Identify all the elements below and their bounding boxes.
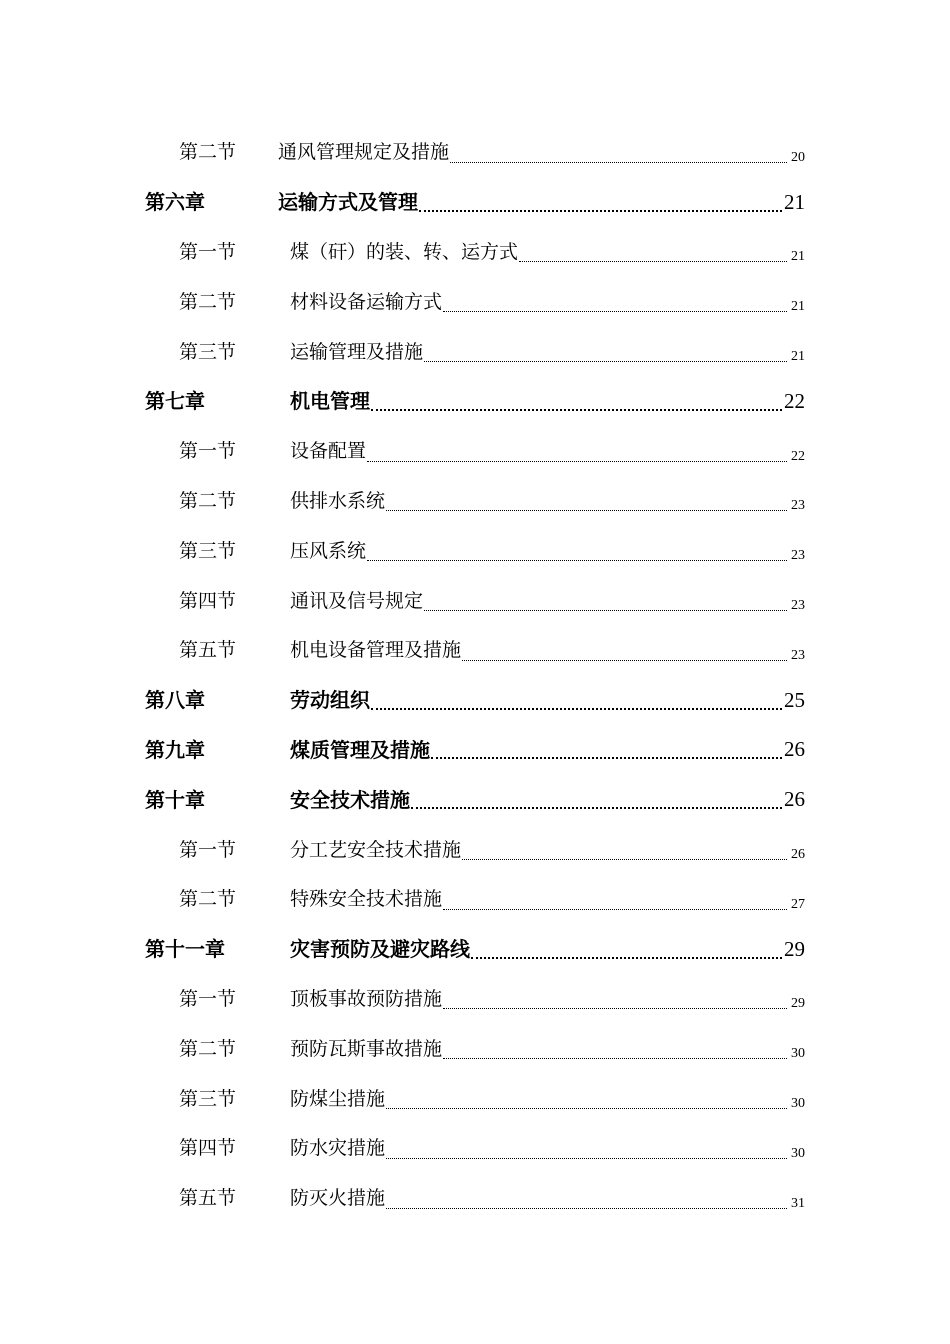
toc-page-number: 20 — [791, 149, 805, 165]
toc-entry-title: 煤（矸）的装、转、运方式 — [290, 237, 519, 264]
toc-section-entry[interactable] — [0, 1072, 950, 1122]
toc-entry-number: 第十一章 — [145, 937, 225, 962]
toc-page-number: 22 — [784, 388, 805, 413]
toc-chapter-entry[interactable] — [0, 923, 950, 973]
toc-chapter-entry[interactable] — [0, 773, 950, 823]
toc-dot-leader — [367, 560, 787, 561]
toc-entry-number: 第六章 — [145, 190, 205, 215]
toc-page-number: 29 — [784, 936, 805, 961]
toc-section-entry[interactable] — [0, 524, 950, 574]
toc-dot-leader — [371, 409, 782, 411]
toc-dot-leader — [424, 361, 787, 362]
toc-entry-number: 第九章 — [145, 737, 205, 762]
toc-page-number: 23 — [791, 647, 805, 663]
toc-section-entry[interactable] — [0, 574, 950, 624]
toc-entry-number: 第五节 — [179, 639, 237, 662]
toc-entry-number: 第一节 — [179, 440, 237, 463]
toc-dot-leader — [386, 1208, 787, 1209]
toc-dot-leader — [371, 708, 782, 710]
toc-section-entry[interactable] — [0, 275, 950, 325]
toc-page-number: 21 — [791, 299, 805, 315]
toc-entry-title: 运输方式及管理 — [278, 186, 419, 215]
toc-section-entry[interactable] — [0, 226, 950, 276]
toc-entry-number: 第一节 — [179, 987, 237, 1010]
toc-entry-title: 煤质管理及措施 — [290, 734, 431, 763]
toc-chapter-entry[interactable] — [0, 724, 950, 774]
toc-entry-title: 通讯及信号规定 — [290, 586, 424, 613]
toc-section-entry[interactable] — [0, 973, 950, 1023]
toc-entry-title: 材料设备运输方式 — [290, 287, 443, 314]
toc-entry-title: 安全技术措施 — [290, 784, 411, 813]
toc-dot-leader — [431, 757, 782, 759]
toc-entry-title: 机电管理 — [290, 385, 371, 414]
toc-section-entry[interactable] — [0, 1172, 950, 1222]
toc-entry-title: 防水灾措施 — [290, 1133, 386, 1160]
toc-entry-number: 第二节 — [179, 1037, 237, 1060]
toc-dot-leader — [386, 1108, 787, 1109]
toc-entry-title: 机电设备管理及措施 — [290, 635, 462, 662]
toc-section-entry[interactable] — [0, 475, 950, 525]
toc-page-number: 21 — [784, 189, 805, 214]
toc-entry-number: 第七章 — [145, 389, 205, 414]
toc-dot-leader — [462, 859, 787, 860]
toc-section-entry[interactable] — [0, 126, 950, 176]
toc-section-entry[interactable] — [0, 1122, 950, 1172]
toc-section-entry[interactable] — [0, 1022, 950, 1072]
toc-entry-number: 第二节 — [179, 290, 237, 313]
toc-page-number: 30 — [791, 1095, 805, 1111]
toc-dot-leader — [424, 610, 787, 611]
toc-entry-number: 第三节 — [179, 539, 237, 562]
toc-entry-title: 预防瓦斯事故措施 — [290, 1034, 443, 1061]
toc-entry-title: 压风系统 — [290, 536, 367, 563]
toc-entry-number: 第一节 — [179, 240, 237, 263]
toc-section-entry[interactable] — [0, 425, 950, 475]
toc-dot-leader — [462, 660, 787, 661]
toc-entry-number: 第二节 — [179, 888, 237, 911]
toc-chapter-entry[interactable] — [0, 375, 950, 425]
toc-dot-leader — [471, 957, 782, 959]
toc-dot-leader — [443, 311, 787, 312]
toc-entry-title: 运输管理及措施 — [290, 337, 424, 364]
toc-section-entry[interactable] — [0, 823, 950, 873]
toc-page-number: 26 — [791, 846, 805, 862]
toc-entry-title: 防灭火措施 — [290, 1183, 386, 1210]
toc-page-number: 23 — [791, 498, 805, 514]
toc-dot-leader — [443, 1058, 787, 1059]
toc-entry-number: 第八章 — [145, 688, 205, 713]
toc-entry-number: 第三节 — [179, 1087, 237, 1110]
toc-entry-title: 劳动组织 — [290, 684, 371, 713]
toc-page-number: 27 — [791, 896, 805, 912]
toc-dot-leader — [386, 510, 787, 511]
toc-entry-title: 特殊安全技术措施 — [290, 884, 443, 911]
toc-dot-leader — [419, 210, 782, 212]
toc-entry-number: 第四节 — [179, 589, 237, 612]
toc-page-number: 22 — [791, 448, 805, 464]
toc-page-number: 31 — [791, 1195, 805, 1211]
toc-entry-number: 第二节 — [179, 141, 237, 164]
toc-entry-title: 分工艺安全技术措施 — [290, 835, 462, 862]
toc-entry-title: 顶板事故预防措施 — [290, 984, 443, 1011]
toc-page-number: 30 — [791, 1046, 805, 1062]
toc-dot-leader — [443, 1008, 787, 1009]
toc-dot-leader — [386, 1158, 787, 1159]
toc-dot-leader — [367, 461, 787, 462]
toc-page-number: 26 — [784, 737, 805, 762]
toc-section-entry[interactable] — [0, 624, 950, 674]
toc-chapter-entry[interactable] — [0, 674, 950, 724]
toc-page-number: 30 — [791, 1145, 805, 1161]
toc-entry-number: 第十章 — [145, 787, 205, 812]
toc-entry-title: 灾害预防及避灾路线 — [290, 933, 471, 962]
toc-page-number: 26 — [784, 787, 805, 812]
toc-entry-number: 第五节 — [179, 1187, 237, 1210]
toc-page-number: 21 — [791, 348, 805, 364]
toc-page-number: 25 — [784, 687, 805, 712]
toc-page-number: 29 — [791, 996, 805, 1012]
toc-entry-number: 第四节 — [179, 1137, 237, 1160]
toc-dot-leader — [411, 807, 782, 809]
toc-page-number: 23 — [791, 548, 805, 564]
toc-dot-leader — [519, 261, 787, 262]
toc-page-number: 23 — [791, 597, 805, 613]
toc-chapter-entry[interactable] — [0, 176, 950, 226]
toc-entry-title: 供排水系统 — [290, 486, 386, 513]
toc-section-entry[interactable] — [0, 325, 950, 375]
toc-entry-title: 防煤尘措施 — [290, 1084, 386, 1111]
toc-entry-number: 第一节 — [179, 838, 237, 861]
toc-dot-leader — [443, 909, 787, 910]
table-of-contents — [0, 126, 950, 1222]
toc-page-number: 21 — [791, 249, 805, 265]
toc-entry-number: 第二节 — [179, 489, 237, 512]
toc-entry-number: 第三节 — [179, 340, 237, 363]
toc-entry-title: 通风管理规定及措施 — [278, 137, 450, 164]
toc-section-entry[interactable] — [0, 873, 950, 923]
toc-dot-leader — [450, 162, 787, 163]
toc-entry-title: 设备配置 — [290, 436, 367, 463]
